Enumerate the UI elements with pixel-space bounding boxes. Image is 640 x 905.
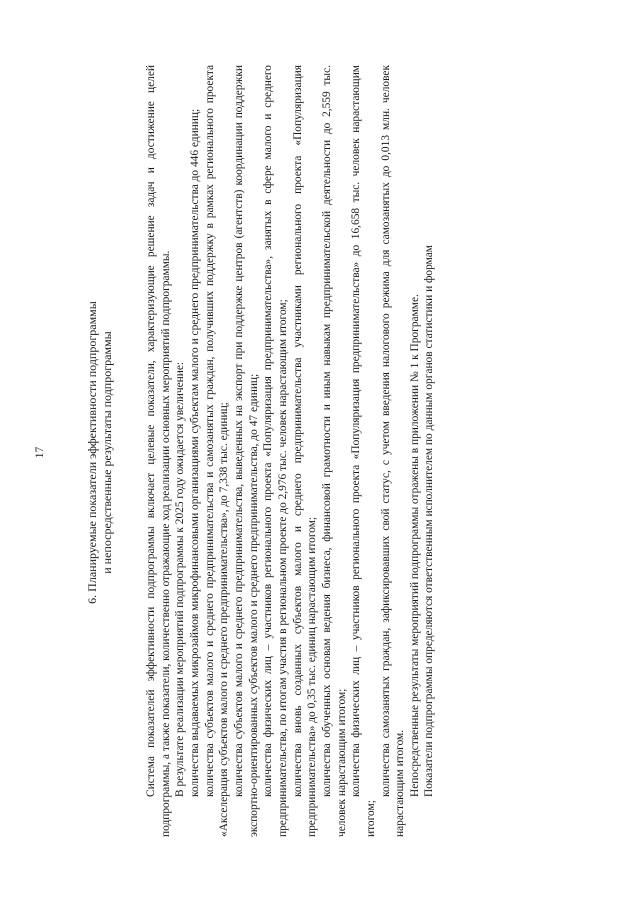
- paragraph: количества физических лиц – участников регионального проекта «Популяризация предпринимательства» до 16,658 тыс. человек нарастающим итогом;: [350, 65, 377, 837]
- heading-line-1: 6. Планируемые показатели эффективности подпрограммы: [85, 301, 99, 604]
- paragraph: В результате реализации мероприятий подпрограммы к 2025 году ожидается увеличение:: [174, 361, 187, 797]
- paragraph: количества субъектов малого и среднего предпринимательства, выведенных на экспорт при поддержке центров (агентств) координации поддержки экспортно-ориентированных субъектов малого и среднего предпринимательства, до 47 единиц;: [232, 65, 260, 837]
- paragraph: количества субъектов малого и среднего предпринимательства и самозанятых граждан, получивших поддержку в рамках регионального проекта «Акселерация субъектов малого и среднего предпринимательства», до 7,338 тыс. единиц;: [203, 65, 231, 837]
- paragraph: количества физических лиц – участников регионального проекта «Популяризация предпринимательства», занятых в сфере малого и среднего предпринимательства, по итогам участия в региональном проекте до 2,976 тыс. человек нарастающим итогом;: [262, 65, 289, 837]
- paragraph: Показатели подпрограммы определяются ответственным исполнителем по данным органов статистики и формам: [423, 244, 436, 797]
- heading-line-2: и непосредственные результаты подпрограммы: [100, 331, 115, 574]
- page-number: 17: [34, 446, 46, 459]
- paragraph: Непосредственные результаты мероприятий подпрограммы отражены в приложении № 1 к Программе.: [408, 294, 421, 797]
- document-body: [144, 65, 437, 837]
- paragraph: количества вновь созданных субъектов малого и среднего предпринимательства участниками регионального проекта «Популяризация предпринимательства» до 0,35 тыс. единиц нарастающим итогом;: [291, 65, 319, 837]
- paragraph: количества обученных основам ведения бизнеса, финансовой грамотности и иным навыкам предпринимательской деятельности до 2,559 тыс. человек нарастающим итогом;: [320, 65, 348, 837]
- section-heading: [85, 0, 116, 905]
- paragraph: количества выдаваемых микрозаймов микрофинансовыми организациями субъектам малого и среднего предпринимательства до 446 единиц;: [188, 108, 201, 797]
- paragraph: Система показателей эффективности подпрограммы включает целевые показатели, характеризующие решение задач и достижение целей подпрограммы, а также показатели, количественно отражающие ход реализации основных мероприятий подпрограммы.: [145, 65, 172, 837]
- paragraph: количества самозанятых граждан, зафиксировавших свой статус, с учетом введения налогового режима для самозанятых до 0,013 млн. человек нарастающим итогом.: [379, 65, 407, 837]
